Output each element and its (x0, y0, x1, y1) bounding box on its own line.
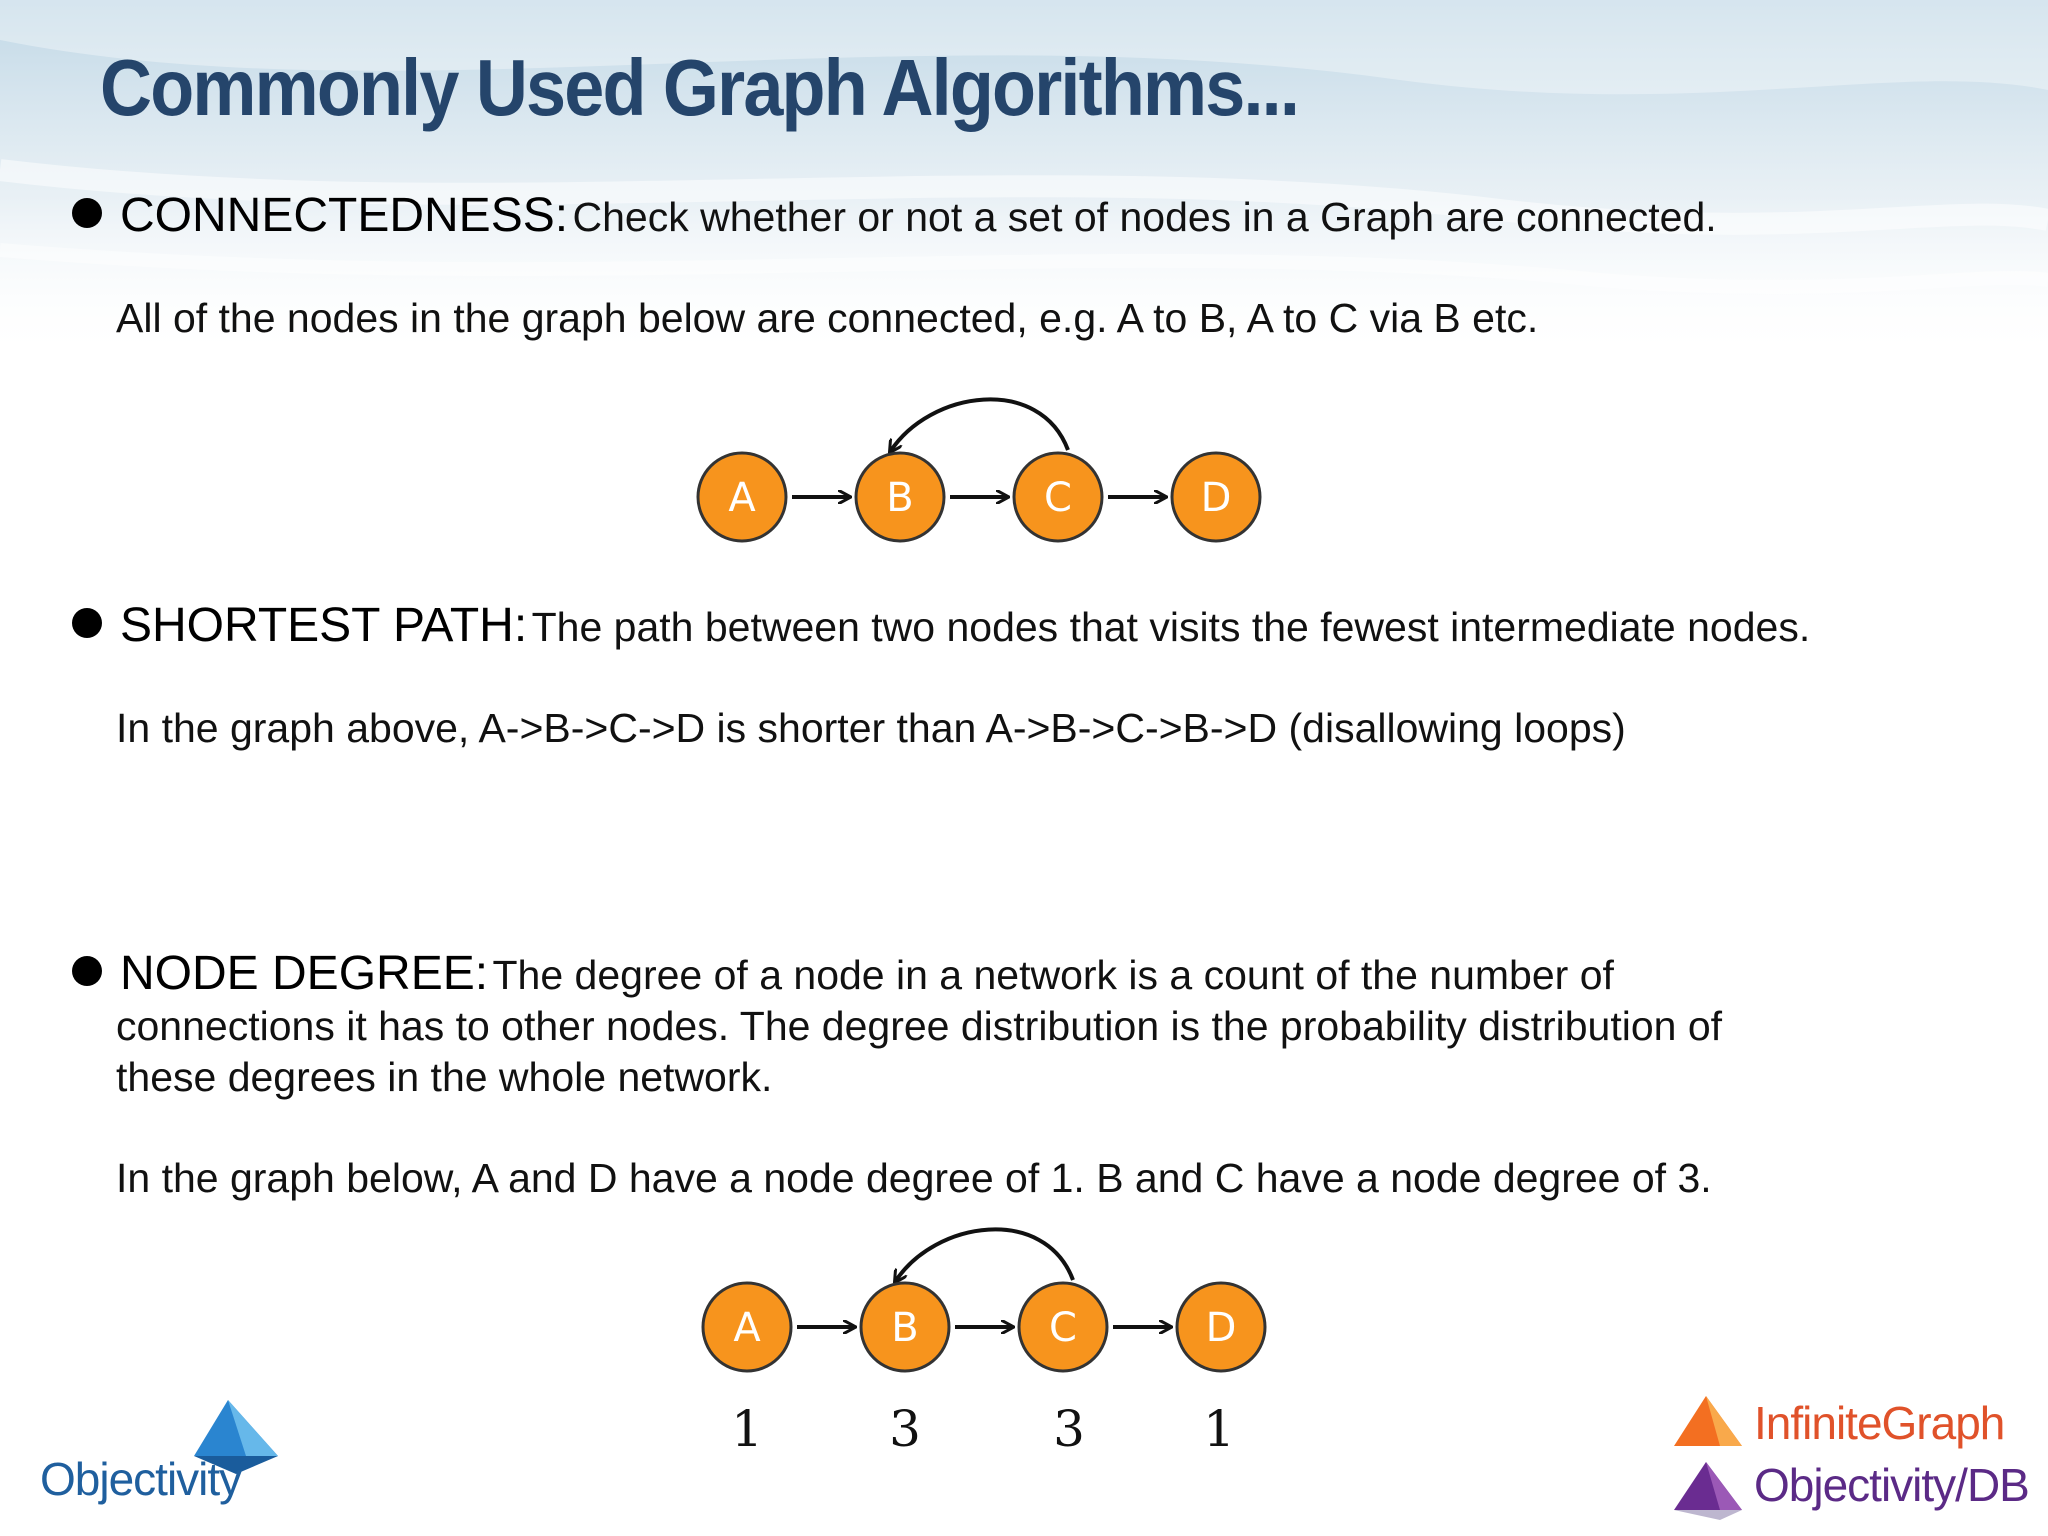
node-a-label: A (728, 475, 756, 521)
graph-diagram-connectedness (680, 380, 1300, 550)
graph-svg (680, 380, 1300, 550)
node-d (1177, 1283, 1265, 1371)
logo-triangles-icon (1670, 1392, 1760, 1522)
bullet-dot (72, 198, 102, 228)
degree-label-c: 3 (1053, 1400, 1085, 1458)
slide-title: Commonly Used Graph Algorithms... (100, 43, 1299, 132)
node-d-label: D (1200, 475, 1232, 521)
objectivitydb-logo-text: Objectivity/DB (1754, 1459, 2029, 1511)
edge-c-b (890, 399, 1068, 452)
bullet-description: The degree of a node in a network is a count of the number of (492, 952, 1614, 998)
node-degree-continuation-2: these degrees in the whole network. (116, 1054, 773, 1100)
edge-c-b (895, 1229, 1073, 1282)
node-b-label: B (891, 1305, 919, 1351)
node-b (861, 1283, 949, 1371)
bullet-description: The path between two nodes that visits the fewest intermediate nodes. (531, 604, 1811, 650)
node-degree-continuation-1: connections it has to other nodes. The degree distribution is the probability distribution of (116, 1003, 1723, 1049)
node-c (1014, 453, 1102, 541)
degree-label-a: 1 (731, 1400, 763, 1458)
connectedness-example: All of the nodes in the graph below are connected, e.g. A to B, A to C via B etc. (116, 295, 1539, 341)
node-a (703, 1283, 791, 1371)
node-b-label: B (886, 475, 914, 521)
node-c (1019, 1283, 1107, 1371)
node-d-label: D (1205, 1305, 1237, 1351)
bullet-description: Check whether or not a set of nodes in a Graph are connected. (572, 194, 1717, 240)
objectivity-logo-text: Objectivity (40, 1453, 242, 1505)
node-c-label: C (1044, 475, 1072, 521)
bullet-heading: SHORTEST PATH: (120, 599, 528, 652)
node-c-label: C (1049, 1305, 1077, 1351)
node-b (856, 453, 944, 541)
graph-diagram-node-degree (685, 1210, 1305, 1460)
bullet-heading: CONNECTEDNESS: (120, 189, 569, 242)
node-d (1172, 453, 1260, 541)
degree-label-b: 3 (889, 1400, 921, 1458)
degree-label-d: 1 (1203, 1400, 1235, 1458)
node-a-label: A (733, 1305, 761, 1351)
bullet-connectedness (72, 188, 1972, 248)
bullet-dot (72, 956, 102, 986)
node-degree-example: In the graph below, A and D have a node degree of 1. B and C have a node degree of 3. (116, 1155, 1712, 1201)
bullet-heading: NODE DEGREE: (120, 947, 489, 1000)
objectivity-logo (36, 1400, 296, 1510)
infinitegraph-logo-text: InfiniteGraph (1754, 1397, 2005, 1449)
graph-svg (685, 1210, 1305, 1460)
infinitegraph-objectivitydb-logo (1670, 1392, 2029, 1522)
bullet-shortest-path (72, 598, 2022, 658)
shortest-path-example: In the graph above, A->B->C->D is shorter than A->B->C->B->D (disallowing loops) (116, 705, 1626, 751)
bullet-dot (72, 608, 102, 638)
node-a (698, 453, 786, 541)
bullet-node-degree (72, 946, 1972, 1006)
